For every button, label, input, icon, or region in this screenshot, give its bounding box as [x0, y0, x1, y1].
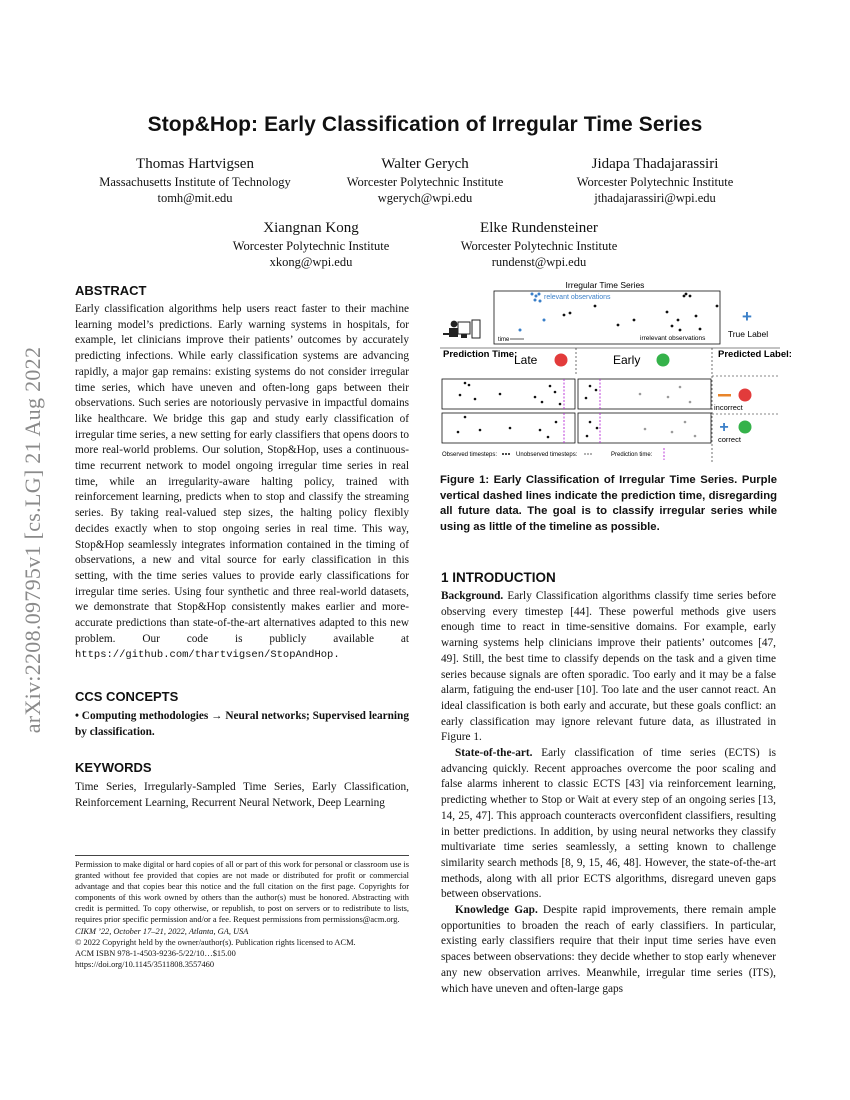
author-affiliation: Massachusetts Institute of Technology [99, 175, 291, 189]
author-email: jthadajarassiri@wpi.edu [594, 191, 716, 205]
legend-dot [584, 453, 586, 455]
isbn: ACM ISBN 978-1-4503-9236-5/22/10…$15.00 [75, 948, 236, 958]
author-name: Elke Rundensteiner [480, 220, 598, 236]
relevant-points [519, 293, 546, 332]
author-name: Thomas Hartvigsen [136, 156, 254, 172]
paper-title: Stop&Hop: Early Classification of Irregular Time Series [147, 113, 703, 136]
abstract-text: Early classification algorithms help users react faster to their machine learning model’s predictions. Early warning systems in hospitals, for example, let clinicians improve their patients’ outcomes by accurately predicting infections. While early classification systems are advancing rapidly, a major gap remains: existing systems do not consider irregular time series, which have uneven and often-long gaps between their observations. Such series are notoriously pervasive in impactful domains like healthcare. We bridge this gap and study early classification of irregular time series, a new setting for early classifiers that opens doors to more real-world problems. Our solution, Stop&Hop, uses a continuous-time recurrent network to model ongoing irregular time series in real time, while an irregularity-aware halting policy, trained with reinforcement learning, predicts when to stop and classify the streaming series. By taking real-valued step sizes, the halting policy flexibly decides exactly when to stop ongoing series in real time. This way, Stop&Hop seamlessly integrates information contained in the timing of observations, a new and vital source for early classification in this setting, with the time series values to provide early classifications for irregular time series. Using four synthetic and three real-world datasets, we demonstrate that Stop&Hop consistently makes earlier and more-accurate predictions than state-of-the-art alternatives adapted to this new problem. Our code is publicly available at [75, 303, 409, 645]
introduction-heading: 1 INTRODUCTION [441, 570, 556, 585]
ccs-text: • Computing methodologies → Neural networks; Supervised learning by classification. [75, 710, 409, 738]
conference-info: CIKM ’22, October 17–21, 2022, Atlanta, GA, USA [75, 926, 249, 936]
author-block [310, 154, 540, 206]
sad-face-icon [739, 389, 752, 402]
irrelevant-observations-label: irrelevant observations [640, 335, 706, 342]
author-block [196, 218, 426, 270]
introduction-body [441, 589, 776, 997]
paragraph-lead: Background. [441, 590, 504, 602]
plus-icon: + [719, 419, 729, 436]
author-block [424, 218, 654, 270]
happy-face-icon [657, 354, 670, 367]
author-affiliation: Worcester Polytechnic Institute [576, 175, 734, 189]
legend-dot [505, 453, 507, 455]
author-block [70, 154, 320, 206]
author-name: Walter Gerych [381, 156, 469, 172]
arxiv-stamp: arXiv:2208.09795v1 [cs.LG] 21 Aug 2022 [20, 346, 45, 734]
clinician-icon [443, 320, 480, 338]
author-email: tomh@mit.edu [157, 191, 233, 205]
footnote-divider [75, 855, 409, 856]
paragraph-text: Despite rapid improvements, there remain ample opportunities to broaden the reach of early classifiers. In particular, existing early classifiers require that their input time series have even spaces between observations: they decide whether to stop early whenever any new observation arrives. Meanwhile, irregular time series (ITS), which have uneven and often-large gaps [441, 904, 777, 995]
minus-icon [718, 394, 731, 397]
keywords-text: Time Series, Irregularly-Sampled Time Series, Early Classification, Reinforcement Learning, Recurrent Neural Network, Deep Learning [75, 781, 409, 809]
incorrect-label: incorrect [714, 403, 743, 412]
author-name: Jidapa Thadajarassiri [591, 156, 719, 172]
panel-points [457, 382, 599, 439]
figure-caption: Figure 1: Early Classification of Irregular Time Series. Purple vertical dashed lines indicate the prediction time, disregarding all future data. The goal is to classify irregular series while using as little of the timeline as possible. [440, 474, 777, 533]
author-affiliation: Worcester Polytechnic Institute [460, 239, 618, 253]
panel-late-bottom [442, 413, 575, 443]
legend-unobserved: Unobserved timesteps: [516, 452, 578, 458]
paragraph-lead: Knowledge Gap. [455, 904, 538, 917]
author-email: xkong@wpi.edu [269, 255, 353, 269]
keywords-heading: KEYWORDS [75, 760, 152, 775]
abstract-body [75, 302, 409, 664]
copyright-notice: © 2022 Copyright held by the owner/author(s). Publication rights licensed to ACM. [75, 937, 356, 947]
author-affiliation: Worcester Polytechnic Institute [346, 175, 504, 189]
figure-1 [440, 280, 792, 464]
paragraph-text: Early Classification algorithms classify time series before observing every timestep [44]. These powerful methods give users enough time to react in time-sensitive domains. For example, early warning systems help clinicians improve their patients’ outcomes [47, 49]. Still, the best time to classify depends on the task and a given time series because signals are often sporadic. Too early and it may be a false alarm, fatiguing the end-user [10]. Too late and the user cannot react. An ideal classification is both early and accurate, but these goals conflict: an early classification may ignore relevant future data, as illustrated in Figure 1. [441, 590, 777, 744]
correct-label: correct [718, 435, 741, 444]
author-block [530, 154, 780, 206]
prediction-time-label: Prediction Time: [443, 349, 518, 360]
happy-face-icon [739, 421, 752, 434]
panel-late-top [442, 379, 575, 409]
sad-face-icon [555, 354, 568, 367]
permission-notice: Permission to make digital or hard copies of all or part of this work for personal or classroom use is granted without fee provided that copies are not made or distributed for profit or commercial advantage and that copies bear this notice and the full citation on the first page. Copyrights for components of this work owned by others than the author(s) must be honored. Abstracting with credit is permitted. To copy otherwise, or republish, to post on servers or to redistribute to lists, requires prior specific permission and/or a fee. Request permissions from permissions@acm.org. [75, 860, 409, 925]
early-label: Early [613, 353, 641, 367]
abstract-heading: ABSTRACT [75, 283, 147, 298]
footnote [75, 859, 409, 970]
author-affiliation: Worcester Polytechnic Institute [232, 239, 390, 253]
legend-dot [590, 453, 592, 455]
legend-dot [587, 453, 589, 455]
late-label: Late [514, 353, 538, 367]
ccs-heading: CCS CONCEPTS [75, 689, 179, 704]
relevant-observations-label: relevant observations [544, 294, 611, 301]
panel-early-top [578, 379, 711, 409]
author-email: wgerych@wpi.edu [377, 191, 473, 205]
true-label: True Label [727, 329, 769, 339]
legend-dot [508, 453, 510, 455]
paragraph-text: Early classification of time series (ECTS) is advancing quickly. Recent approaches overcome the poor scaling and false alarms inherent to classic ECTS [43] via reinforcement learning, predicting whether to Stop or Wait at every step of an ongoing series [13, 14, 25, 47]. This approach counteracts overconfident classifiers, resulting in better predictions. In addition, by using neural networks they classify multivariate time series seamlessly, a setting known to challenge similarity search methods [8, 9, 15, 46, 48]. However, the state-of-the-art methods, along with all prior ECTS algorithms, disregard uneven gaps between observations. [441, 747, 776, 901]
legend-dot [502, 453, 504, 455]
time-axis-label: time [498, 337, 510, 343]
doi-link[interactable]: https://doi.org/10.1145/3511808.3557460 [75, 959, 215, 969]
author-email: rundenst@wpi.edu [491, 255, 587, 269]
figure-top-title: Irregular Time Series [565, 280, 645, 290]
prediction-time-lines [564, 379, 600, 443]
code-link[interactable]: https://github.com/thartvigsen/StopAndHop. [75, 649, 340, 662]
plus-icon: + [742, 307, 752, 326]
paragraph-lead: State-of-the-art. [455, 747, 533, 760]
predicted-label-heading: Predicted Label: [718, 349, 792, 360]
legend-prediction: Prediction time: [611, 452, 653, 458]
unobserved-points [639, 386, 697, 438]
legend-observed: Observed timesteps: [442, 452, 498, 458]
author-name: Xiangnan Kong [263, 220, 359, 236]
